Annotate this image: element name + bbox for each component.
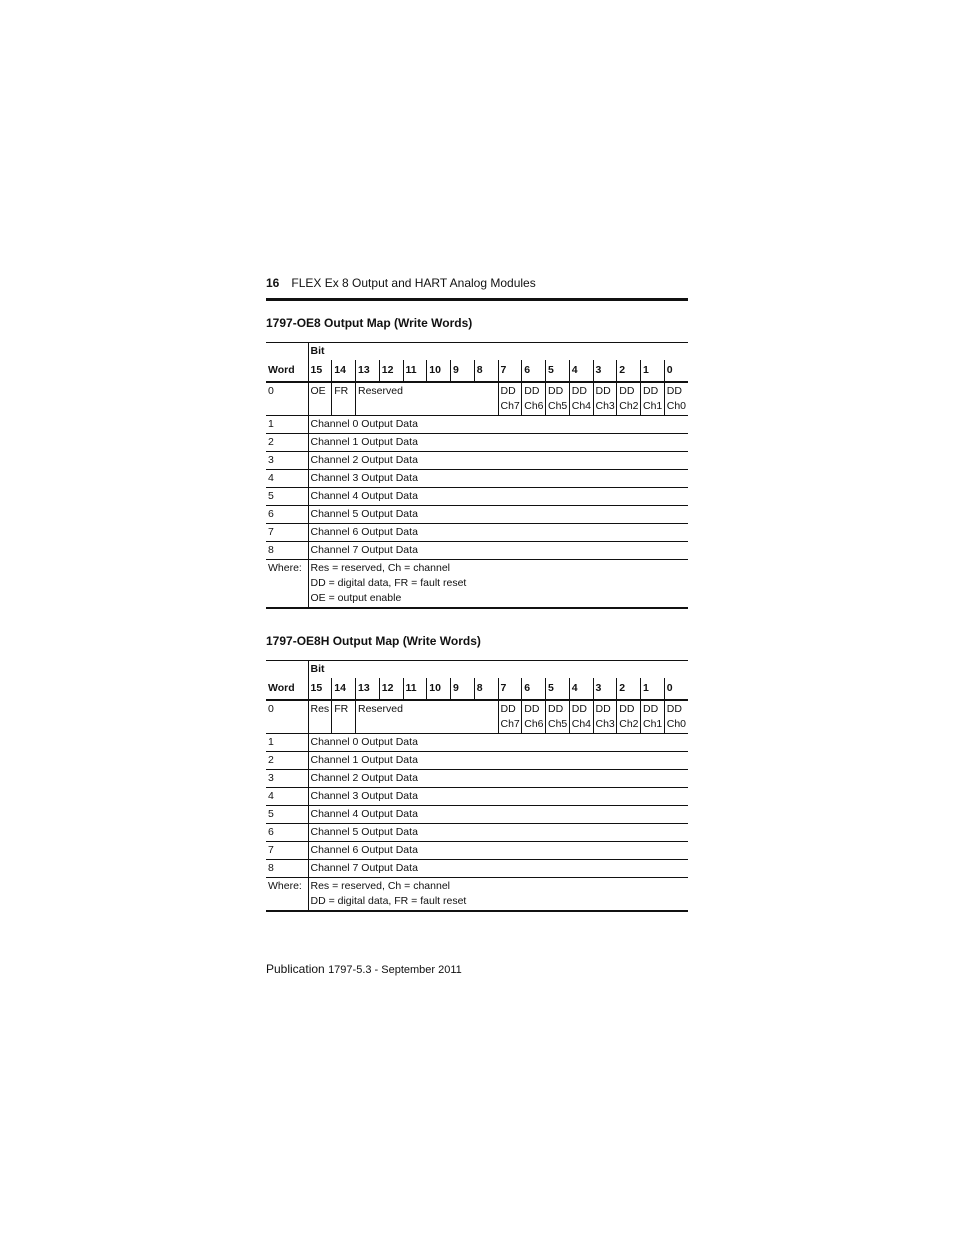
word-header-blank <box>266 343 308 361</box>
digital-data-cell <box>593 382 617 416</box>
bit-number-header: 4 <box>569 360 593 382</box>
bit-number-header: 10 <box>427 360 451 382</box>
word-number: 4 <box>266 788 308 806</box>
where-note-line: OE = output enable <box>310 592 402 604</box>
channel-label: Ch5 <box>548 400 568 412</box>
word-number: 0 <box>266 700 308 734</box>
word-number: 1 <box>266 416 308 434</box>
bit-number-header: 13 <box>356 360 380 382</box>
word-number: 0 <box>266 382 308 416</box>
word-number: 7 <box>266 524 308 542</box>
dd-label: DD <box>666 703 682 715</box>
where-label: Where: <box>266 560 308 609</box>
bit-number-header: 0 <box>664 360 688 382</box>
bit15-cell: Res <box>310 703 330 715</box>
where-note-line: DD = digital data, FR = fault reset <box>310 577 467 589</box>
table-row <box>266 752 688 770</box>
digital-data-cell <box>522 700 546 734</box>
row-description: Channel 3 Output Data <box>308 788 688 806</box>
channel-label: Ch6 <box>524 718 544 730</box>
table-row <box>266 734 688 752</box>
bit-number-header: 4 <box>569 678 593 700</box>
page-header <box>266 276 687 290</box>
word-number: 5 <box>266 488 308 506</box>
digital-data-cell <box>498 700 522 734</box>
row-description: Channel 1 Output Data <box>308 752 688 770</box>
bit-number-header: 6 <box>522 360 546 382</box>
row-description: Channel 6 Output Data <box>308 524 688 542</box>
table-title-oe8: 1797-OE8 Output Map (Write Words) <box>266 316 473 330</box>
word-number: 4 <box>266 470 308 488</box>
word-number: 6 <box>266 824 308 842</box>
channel-label: Ch7 <box>500 400 520 412</box>
row-description: Channel 2 Output Data <box>308 452 688 470</box>
table-row <box>266 770 688 788</box>
row-description: Channel 4 Output Data <box>308 806 688 824</box>
word-number: 5 <box>266 806 308 824</box>
bit-number-header: 11 <box>403 360 427 382</box>
bit-number-header: 12 <box>379 360 403 382</box>
dd-label: DD <box>548 385 564 397</box>
digital-data-cell <box>522 382 546 416</box>
bit15-cell: OE <box>310 385 326 397</box>
bit-number-header: 15 <box>308 360 332 382</box>
table-row <box>266 416 688 434</box>
page-number: 16 <box>266 276 280 290</box>
table-row <box>266 842 688 860</box>
word-number: 6 <box>266 506 308 524</box>
word-number: 8 <box>266 860 308 878</box>
channel-label: Ch1 <box>643 718 663 730</box>
word-number: 3 <box>266 452 308 470</box>
dd-label: DD <box>595 385 611 397</box>
table-row <box>266 434 688 452</box>
dd-label: DD <box>619 385 635 397</box>
table-row <box>266 542 688 560</box>
channel-label: Ch2 <box>619 400 639 412</box>
bit-number-header: 12 <box>379 678 403 700</box>
row-description: Channel 2 Output Data <box>308 770 688 788</box>
dd-label: DD <box>666 385 682 397</box>
where-note-line: Res = reserved, Ch = channel <box>310 562 450 574</box>
channel-label: Ch4 <box>571 718 592 730</box>
output-map-table-oe8 <box>266 342 688 609</box>
bit-number-header: 14 <box>332 678 356 700</box>
word-number: 7 <box>266 842 308 860</box>
table-row <box>266 524 688 542</box>
row-description: Channel 4 Output Data <box>308 488 688 506</box>
row-description: Channel 0 Output Data <box>308 416 688 434</box>
table-row <box>266 806 688 824</box>
table-row <box>266 700 688 734</box>
bit-number-header: 10 <box>427 678 451 700</box>
channel-label: Ch1 <box>643 400 663 412</box>
bit-number-header: 2 <box>617 360 641 382</box>
row-description: Channel 7 Output Data <box>308 542 688 560</box>
bit-number-header: 8 <box>474 678 498 700</box>
reserved-cell: Reserved <box>356 700 499 734</box>
dd-label: DD <box>524 703 540 715</box>
digital-data-cell <box>664 382 688 416</box>
bit14-cell: FR <box>332 382 356 416</box>
digital-data-cell <box>498 382 522 416</box>
bit-number-header: 14 <box>332 360 356 382</box>
bit-number-header: 15 <box>308 678 332 700</box>
digital-data-cell <box>593 700 617 734</box>
where-notes <box>308 878 688 912</box>
row-description: Channel 5 Output Data <box>308 506 688 524</box>
channel-label: Ch6 <box>524 400 544 412</box>
digital-data-cell <box>569 700 593 734</box>
bit-number-header: 9 <box>451 360 475 382</box>
publication-number: 1797-5.3 - September 2011 <box>328 964 462 976</box>
channel-label: Ch5 <box>548 718 568 730</box>
bit-number-header: 5 <box>546 678 570 700</box>
table-row <box>266 488 688 506</box>
table-row <box>266 860 688 878</box>
channel-label: Ch3 <box>595 718 615 730</box>
bit-number-header: 1 <box>641 360 665 382</box>
word-column-header: Word <box>266 678 308 700</box>
reserved-cell: Reserved <box>356 382 499 416</box>
digital-data-cell <box>569 382 593 416</box>
channel-label: Ch7 <box>500 718 520 730</box>
dd-label: DD <box>571 703 587 715</box>
channel-label: Ch3 <box>595 400 615 412</box>
digital-data-cell <box>641 382 665 416</box>
bit-number-header: 7 <box>498 360 522 382</box>
dd-label: DD <box>500 385 516 397</box>
channel-label: Ch4 <box>571 400 592 412</box>
table-row <box>266 824 688 842</box>
bit-number-header: 2 <box>617 678 641 700</box>
digital-data-cell <box>617 382 641 416</box>
word-number: 1 <box>266 734 308 752</box>
dd-label: DD <box>643 385 659 397</box>
channel-label: Ch0 <box>666 718 687 730</box>
bit14-cell: FR <box>332 700 356 734</box>
table-row <box>266 382 688 416</box>
header-rule <box>266 298 688 301</box>
page-footer <box>266 962 462 976</box>
bit-label: Bit <box>308 343 688 361</box>
bit-number-header: 5 <box>546 360 570 382</box>
where-notes <box>308 560 688 609</box>
dd-label: DD <box>619 703 635 715</box>
digital-data-cell <box>664 700 688 734</box>
dd-label: DD <box>548 703 564 715</box>
channel-label: Ch2 <box>619 718 639 730</box>
table-row <box>266 470 688 488</box>
row-description: Channel 6 Output Data <box>308 842 688 860</box>
word-number: 2 <box>266 752 308 770</box>
bit-number-header: 3 <box>593 678 617 700</box>
where-label: Where: <box>266 878 308 912</box>
table-row <box>266 452 688 470</box>
table-title-oe8h: 1797-OE8H Output Map (Write Words) <box>266 634 481 648</box>
output-map-table-oe8h <box>266 660 688 912</box>
dd-label: DD <box>595 703 611 715</box>
running-title: FLEX Ex 8 Output and HART Analog Modules <box>291 276 536 290</box>
bit-label: Bit <box>308 661 688 679</box>
word-number: 2 <box>266 434 308 452</box>
bit-number-header: 1 <box>641 678 665 700</box>
table-row <box>266 506 688 524</box>
row-description: Channel 0 Output Data <box>308 734 688 752</box>
bit-number-header: 11 <box>403 678 427 700</box>
bit-number-header: 9 <box>451 678 475 700</box>
word-header-blank <box>266 661 308 679</box>
row-description: Channel 3 Output Data <box>308 470 688 488</box>
digital-data-cell <box>617 700 641 734</box>
table-row <box>266 788 688 806</box>
publication-label: Publication <box>266 962 325 976</box>
digital-data-cell <box>546 382 570 416</box>
dd-label: DD <box>500 703 516 715</box>
word-number: 3 <box>266 770 308 788</box>
digital-data-cell <box>546 700 570 734</box>
where-note-line: Res = reserved, Ch = channel <box>310 880 450 892</box>
word-column-header: Word <box>266 360 308 382</box>
dd-label: DD <box>571 385 587 397</box>
word-number: 8 <box>266 542 308 560</box>
channel-label: Ch0 <box>666 400 687 412</box>
bit-number-header: 3 <box>593 360 617 382</box>
bit-number-header: 6 <box>522 678 546 700</box>
bit-number-header: 0 <box>664 678 688 700</box>
row-description: Channel 5 Output Data <box>308 824 688 842</box>
bit-number-header: 8 <box>474 360 498 382</box>
bit-number-header: 13 <box>356 678 380 700</box>
bit-number-header: 7 <box>498 678 522 700</box>
dd-label: DD <box>524 385 540 397</box>
digital-data-cell <box>641 700 665 734</box>
dd-label: DD <box>643 703 659 715</box>
row-description: Channel 7 Output Data <box>308 860 688 878</box>
where-note-line: DD = digital data, FR = fault reset <box>310 895 467 907</box>
row-description: Channel 1 Output Data <box>308 434 688 452</box>
